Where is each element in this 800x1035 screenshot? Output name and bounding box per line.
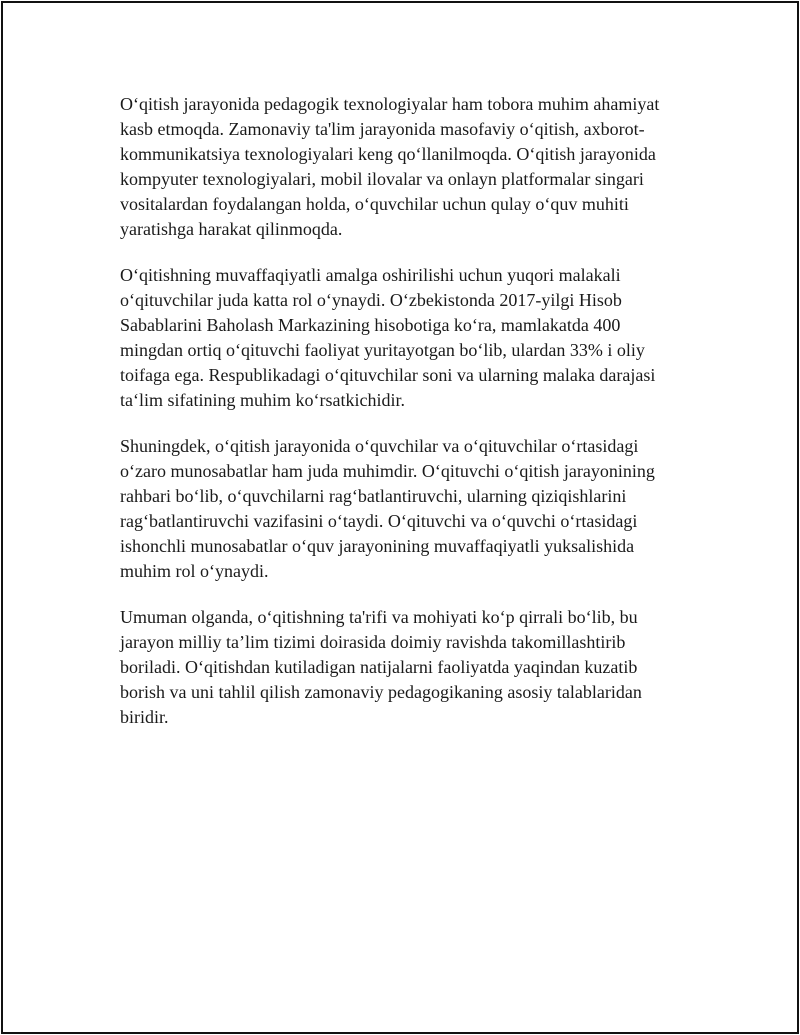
- document-body: [120, 92, 680, 751]
- paragraph-3: Shuningdek, o‘qitish jarayonida o‘quvchilar va o‘qituvchilar o‘rtasidagi o‘zaro munosabatlar ham juda muhimdir. O‘qituvchi o‘qitish jarayonining rahbari bo‘lib, o‘quvchilarni rag‘batlantiruvchi, ularning qiziqishlarini rag‘batlantiruvchi vazifasini o‘taydi. O‘qituvchi va o‘quvchi o‘rtasidagi ishonchli munosabatlar o‘quv jarayonining muvaffaqiyatli yuksalishida muhim rol o‘ynaydi.: [120, 436, 655, 581]
- paragraph-2: O‘qitishning muvaffaqiyatli amalga oshirilishi uchun yuqori malakali o‘qituvchilar juda katta rol o‘ynaydi. O‘zbekistonda 2017-yilgi Hisob Sabablarini Baholash Markazining hisobotiga ko‘ra, mamlakatda 400 mingdan ortiq o‘qituvchi faoliyat yuritayotgan bo‘lib, ulardan 33% i oliy toifaga ega. Respublikadagi o‘qituvchilar soni va ularning malaka darajasi ta‘lim sifatining muhim ko‘rsatkichidir.: [120, 265, 656, 410]
- paragraph-1: O‘qitish jarayonida pedagogik texnologiyalar ham tobora muhim ahamiyat kasb etmoqda. Zamonaviy ta'lim jarayonida masofaviy o‘qitish, axborot-kommunikatsiya texnologiyalari keng qo‘llanilmoqda. O‘qitish jarayonida kompyuter texnologiyalari, mobil ilovalar va onlayn platformalar singari vositalardan foydalangan holda, o‘quvchilar uchun qulay o‘quv muhiti yaratishga harakat qilinmoqda.: [120, 94, 660, 239]
- paragraph-4: Umuman olganda, o‘qitishning ta'rifi va mohiyati ko‘p qirrali bo‘lib, bu jarayon milliy ta’lim tizimi doirasida doimiy ravishda takomillashtirib boriladi. O‘qitishdan kutiladigan natijalarni faoliyatda yaqindan kuzatib borish va uni tahlil qilish zamonaviy pedagogikaning asosiy talablaridan biridir.: [120, 607, 642, 727]
- document-page: [1, 1, 799, 1034]
